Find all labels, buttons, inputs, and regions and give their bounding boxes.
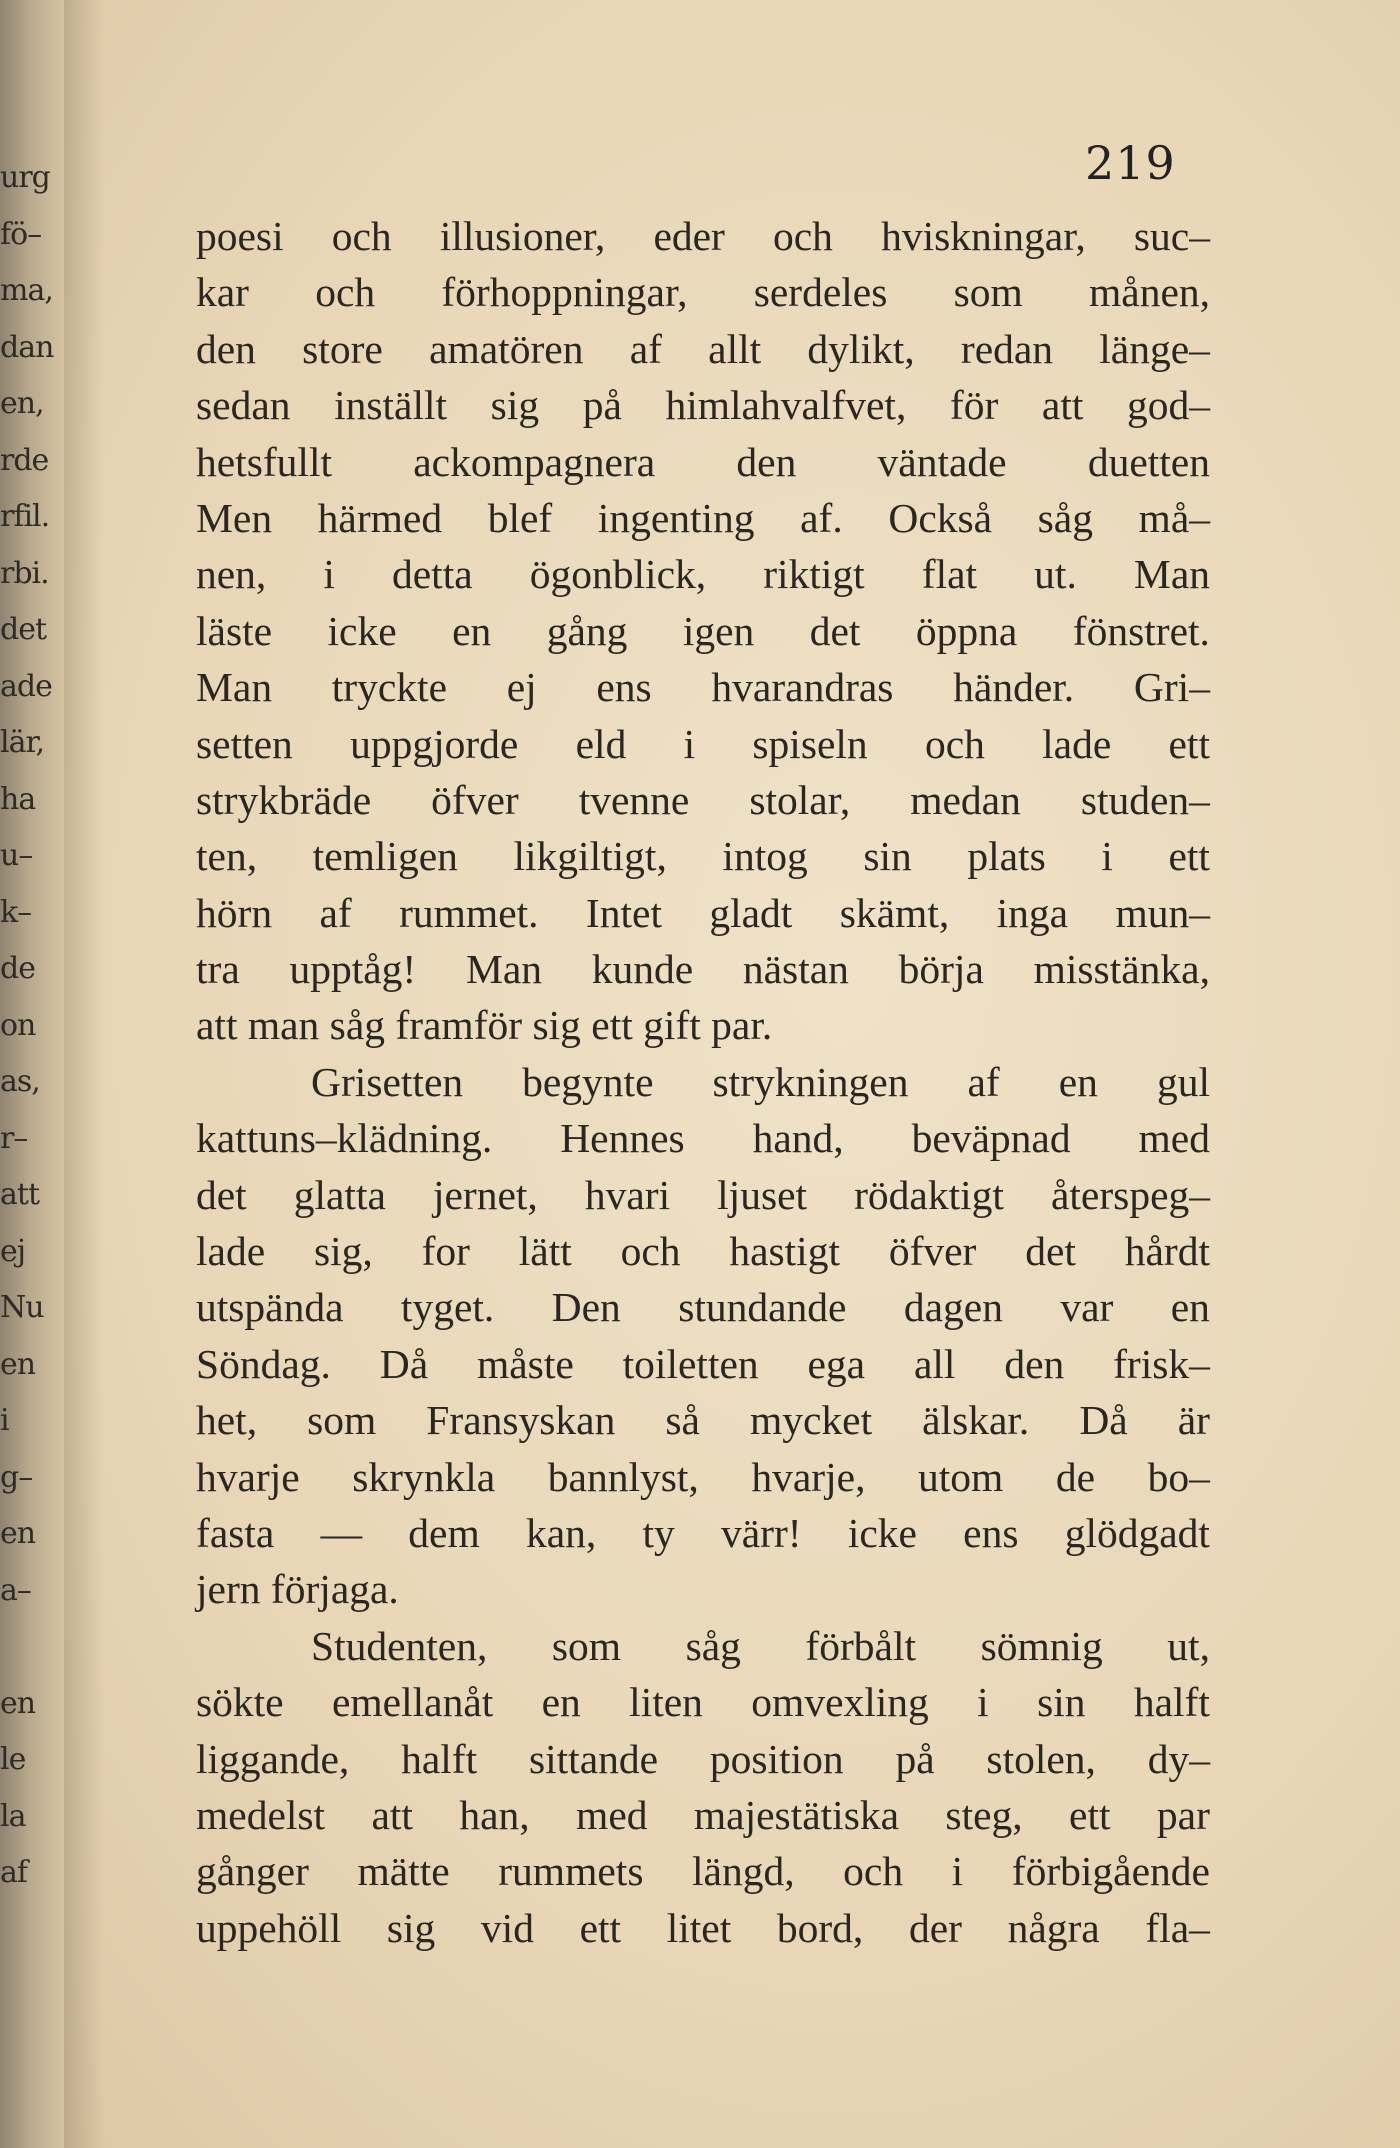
word: setten (196, 720, 293, 767)
text-line (196, 377, 1210, 433)
word: hvarje, (751, 1453, 866, 1500)
word: månen, (1089, 269, 1210, 316)
word: bo– (1147, 1453, 1210, 1500)
word: dem (408, 1509, 480, 1556)
word: återspeg– (1050, 1171, 1210, 1218)
word: ten, (196, 833, 258, 880)
edge-fragment (0, 1619, 64, 1676)
word: kattuns–klädning. (196, 1115, 493, 1162)
text-line (196, 1054, 1210, 1110)
fold-shadow (64, 0, 104, 2148)
word: sin (863, 833, 912, 880)
word: skrynkla (352, 1453, 496, 1500)
word: begynte (522, 1058, 654, 1105)
word: älskar. (922, 1397, 1030, 1444)
text-line (196, 1843, 1210, 1899)
word: kan, (525, 1509, 597, 1556)
word: några (1007, 1904, 1100, 1951)
word: halft (1133, 1679, 1210, 1726)
text-line (196, 208, 1210, 264)
word: litet (666, 1904, 732, 1951)
word: riktigt (763, 551, 865, 598)
word: gång (546, 607, 628, 654)
word: och (843, 1848, 904, 1895)
word: härmed (317, 494, 443, 541)
word: det (809, 607, 861, 654)
edge-fragment: k– (0, 894, 32, 930)
text-line (196, 264, 1210, 320)
word: utspända (196, 1284, 344, 1331)
text-line (196, 1731, 1210, 1787)
word: värr! (720, 1509, 802, 1556)
edge-fragment: ma, (0, 273, 53, 308)
word: och (315, 269, 376, 316)
edge-fragment: la (0, 1798, 26, 1834)
word: rödaktigt (854, 1171, 1004, 1218)
text-line (196, 1505, 1210, 1561)
word: sig (490, 382, 540, 429)
word: Den (551, 1284, 621, 1331)
edge-fragment: a– (0, 1572, 31, 1608)
word: — (320, 1509, 363, 1556)
word: ingenting (597, 494, 755, 541)
word: ackompagnera (413, 438, 656, 485)
word: Också (888, 494, 993, 541)
word: par (1156, 1791, 1210, 1838)
word: sin (1037, 1679, 1086, 1726)
word: hvarandras (711, 664, 894, 711)
word: Intet (585, 889, 662, 936)
word: strykningen (712, 1058, 909, 1105)
word: längd, (692, 1848, 795, 1895)
word: hetsfullt (196, 438, 333, 485)
text-line (196, 885, 1210, 941)
word: bord, (776, 1904, 864, 1951)
word: uppgjorde (350, 720, 519, 767)
word: ens (963, 1509, 1019, 1556)
word: sittande (528, 1735, 659, 1782)
word: stolen, (986, 1735, 1096, 1782)
text-line (196, 603, 1210, 659)
word: öfver (888, 1228, 977, 1275)
word: icke (847, 1509, 917, 1556)
word: hörn (196, 889, 273, 936)
word: upptåg! (289, 946, 417, 993)
edge-fragment: ha (0, 781, 36, 817)
word: liggande, (196, 1735, 350, 1782)
word: de (1055, 1453, 1096, 1500)
text-line (196, 321, 1210, 377)
word: i (951, 1848, 964, 1895)
word: Men (196, 494, 273, 541)
word: det (1025, 1228, 1076, 1275)
edge-fragment: lär, (0, 725, 45, 760)
word: frisk– (1113, 1340, 1210, 1387)
word: Fransyskan (426, 1397, 616, 1444)
word: ett (1168, 833, 1210, 880)
word: hand, (752, 1115, 844, 1162)
edge-fragment: en (0, 1516, 36, 1551)
word: ut, (1167, 1622, 1210, 1669)
word: kunde (591, 946, 694, 993)
text-line (196, 1167, 1210, 1223)
text-line (196, 1110, 1210, 1166)
text-line (196, 490, 1210, 546)
edge-fragment: rde (0, 442, 49, 478)
word: en (541, 1679, 581, 1726)
word: väntade (877, 438, 1007, 485)
word: spiseln (752, 720, 868, 767)
word: vid (480, 1904, 534, 1951)
word: ej (506, 664, 537, 711)
word: plats (967, 833, 1046, 880)
word: Hennes (560, 1115, 685, 1162)
word: himlahvalfvet, (665, 382, 907, 429)
word: öppna (915, 607, 1018, 654)
edge-fragment: att (0, 1177, 39, 1212)
edge-fragment: de (0, 951, 35, 986)
word: all (913, 1340, 956, 1387)
word: sömnig (980, 1622, 1103, 1669)
word: god– (1126, 382, 1210, 429)
edge-fragment: rfil. (0, 499, 50, 534)
word: gul (1156, 1058, 1210, 1105)
previous-page-edge (0, 150, 64, 2050)
text-line (196, 1223, 1210, 1279)
word: i (977, 1679, 989, 1726)
word: lade (1042, 720, 1112, 767)
word: Man (465, 946, 543, 993)
word: hastigt (729, 1228, 840, 1275)
word: Man (1133, 551, 1210, 598)
word: ens (596, 664, 652, 711)
word: för (949, 382, 999, 429)
word: lade (196, 1228, 266, 1275)
word: nästan (742, 946, 849, 993)
word: öfver (431, 776, 519, 823)
word: strykbräde (196, 776, 372, 823)
word: ett (1168, 720, 1210, 767)
word: ett (579, 1904, 622, 1951)
text-line (196, 1618, 1210, 1674)
edge-fragment: ej (0, 1233, 26, 1269)
word: amatören (429, 325, 584, 372)
word: att (371, 1791, 413, 1838)
word: Då (379, 1340, 429, 1387)
word: med (1138, 1115, 1210, 1162)
word: fasta (196, 1509, 275, 1556)
word: ett (1069, 1791, 1111, 1838)
word: Man (196, 664, 273, 711)
text-line (196, 659, 1210, 715)
word: stundande (678, 1284, 847, 1331)
word: poesi (196, 213, 284, 259)
edge-fragment: urg (0, 160, 50, 195)
text-line (196, 1336, 1210, 1392)
word: skämt, (839, 889, 950, 936)
word: steg, (945, 1791, 1023, 1838)
word: gladt (709, 889, 793, 936)
word: hårdt (1124, 1228, 1210, 1275)
word: rummet. (399, 889, 539, 936)
word: bannlyst, (547, 1453, 699, 1500)
edge-fragment: ade (0, 668, 52, 704)
word: Gri– (1133, 664, 1210, 711)
word: likgiltigt, (513, 833, 667, 880)
word: igen (682, 607, 755, 654)
word: serdeles (753, 269, 888, 316)
word: i (683, 720, 696, 767)
word: kar (196, 269, 249, 316)
text-line (196, 1449, 1210, 1505)
word: detta (392, 551, 473, 598)
word: medan (910, 776, 1021, 823)
word: position (709, 1735, 844, 1782)
word: länge– (1099, 325, 1210, 372)
word: majestätiska (693, 1791, 900, 1838)
word: hvari (584, 1171, 671, 1218)
word: händer. (953, 664, 1075, 711)
word: och (924, 720, 985, 767)
word: jernet, (432, 1171, 538, 1218)
word: dagen (903, 1284, 1003, 1331)
text-line: jern förjaga. (196, 1566, 399, 1613)
word: det (196, 1171, 247, 1218)
word: förbigående (1011, 1848, 1210, 1895)
word: suc– (1133, 213, 1210, 259)
word: såg (1037, 494, 1093, 541)
word: liten (629, 1679, 703, 1726)
word: Studenten, (311, 1622, 488, 1669)
word: ljuset (717, 1171, 808, 1218)
edge-fragment: Nu (0, 1290, 44, 1325)
word: tyget. (400, 1284, 495, 1331)
edge-fragment: on (0, 1007, 36, 1043)
word: eder (653, 213, 725, 259)
word: for (421, 1228, 470, 1275)
word: som (551, 1622, 622, 1669)
word: af. (800, 494, 843, 541)
word: ega (807, 1340, 866, 1387)
word: på (582, 382, 622, 429)
text-line (196, 1787, 1210, 1843)
word: halft (401, 1735, 478, 1782)
word: illusioner, (439, 213, 606, 259)
word: icke (327, 607, 397, 654)
page-number: 219 (1085, 136, 1176, 190)
text-line (196, 546, 1210, 602)
word: stolar, (749, 776, 851, 823)
word: inga (996, 889, 1069, 936)
word: toiletten (622, 1340, 759, 1387)
word: sedan (196, 382, 291, 429)
word: Grisetten (311, 1058, 464, 1105)
word: dylikt, (807, 325, 915, 372)
word: der (908, 1904, 962, 1951)
word: ögonblick, (529, 551, 707, 598)
body-text (196, 208, 1210, 1956)
word: gånger (196, 1848, 309, 1895)
word: mätte (357, 1848, 450, 1895)
word: Då (1079, 1397, 1128, 1444)
edge-fragment: le (0, 1742, 26, 1777)
word: mycket (749, 1397, 873, 1444)
word: förhoppningar, (441, 269, 688, 316)
word: sig, (313, 1228, 373, 1275)
word: af (629, 325, 662, 372)
word: Söndag. (196, 1340, 331, 1387)
word: och (773, 213, 833, 259)
word: duetten (1087, 438, 1210, 485)
word: rummets (498, 1848, 644, 1895)
word: af (967, 1058, 1000, 1105)
word: omvexling (751, 1679, 929, 1726)
edge-fragment: as, (0, 1064, 40, 1099)
word: var (1060, 1284, 1114, 1331)
edge-fragment: i (0, 1403, 9, 1438)
text-line (196, 941, 1210, 997)
word: och (331, 213, 392, 259)
word: glödgadt (1064, 1509, 1210, 1556)
word: sig (386, 1904, 436, 1951)
word: inställt (334, 382, 448, 429)
word: emellanåt (331, 1679, 494, 1726)
word: het, (196, 1397, 258, 1444)
word: mun– (1115, 889, 1210, 936)
word: dy– (1147, 1735, 1210, 1782)
word: tvenne (578, 776, 690, 823)
word: hvarje (196, 1453, 300, 1500)
word: misstänka, (1033, 946, 1210, 993)
word: som (953, 269, 1023, 316)
edge-fragment: u– (0, 838, 33, 873)
word: läste (196, 607, 273, 654)
edge-fragment: det (0, 612, 47, 647)
word: såg (685, 1622, 741, 1669)
word: store (302, 325, 383, 372)
word: ty (642, 1509, 675, 1556)
word: tra (196, 946, 240, 993)
word: att (1041, 382, 1084, 429)
word: blef (487, 494, 553, 541)
word: han, (459, 1791, 530, 1838)
word: intog (722, 833, 808, 880)
text-line (196, 716, 1210, 772)
word: glatta (293, 1171, 386, 1218)
word: är (1177, 1397, 1210, 1444)
edge-fragment: en (0, 1685, 36, 1721)
word: af (319, 889, 352, 936)
word: medelst (196, 1791, 326, 1838)
edge-fragment: rbi. (0, 555, 49, 591)
text-line (196, 1674, 1210, 1730)
text-line: att man såg framför sig ett gift par. (196, 1002, 773, 1049)
word: en (1170, 1284, 1210, 1331)
word: fönstret. (1072, 607, 1210, 654)
edge-fragment: fö– (0, 216, 42, 252)
word: utom (918, 1453, 1004, 1500)
word: måste (476, 1340, 574, 1387)
word: som (307, 1397, 377, 1444)
word: den (736, 438, 797, 485)
text-line (196, 828, 1210, 884)
word: hviskningar, (881, 213, 1086, 259)
word: en (1058, 1058, 1098, 1105)
word: så (665, 1397, 700, 1444)
text-line (196, 1900, 1210, 1956)
word: studen– (1080, 776, 1210, 823)
text-line (196, 772, 1210, 828)
word: i (1101, 833, 1113, 880)
word: nen, (196, 551, 267, 598)
word: med (576, 1791, 648, 1838)
word: förbålt (805, 1622, 917, 1669)
word: uppehöll (196, 1904, 342, 1951)
edge-fragment: en (0, 1346, 36, 1382)
word: börja (898, 946, 984, 993)
word: fla– (1145, 1904, 1210, 1951)
word: temligen (312, 833, 458, 880)
edge-fragment: r– (0, 1120, 28, 1156)
word: må– (1138, 494, 1210, 541)
word: den (1004, 1340, 1065, 1387)
word: redan (960, 325, 1054, 372)
word: sökte (196, 1679, 284, 1726)
text-line (196, 434, 1210, 490)
edge-fragment: af (0, 1855, 27, 1890)
text-line (196, 1279, 1210, 1335)
word: en (452, 607, 492, 654)
word: tryckte (331, 664, 448, 711)
word: och (620, 1228, 681, 1275)
text-line (196, 1392, 1210, 1448)
word: den (196, 325, 256, 372)
edge-fragment: g– (0, 1459, 33, 1495)
word: allt (708, 325, 762, 372)
word: i (323, 551, 335, 598)
word: ut. (1034, 551, 1077, 598)
word: beväpnad (911, 1115, 1071, 1162)
word: eld (575, 720, 627, 767)
edge-fragment: en, (0, 386, 44, 421)
word: lätt (518, 1228, 572, 1275)
edge-fragment: dan (0, 329, 54, 365)
word: flat (921, 551, 978, 598)
word: på (895, 1735, 935, 1782)
